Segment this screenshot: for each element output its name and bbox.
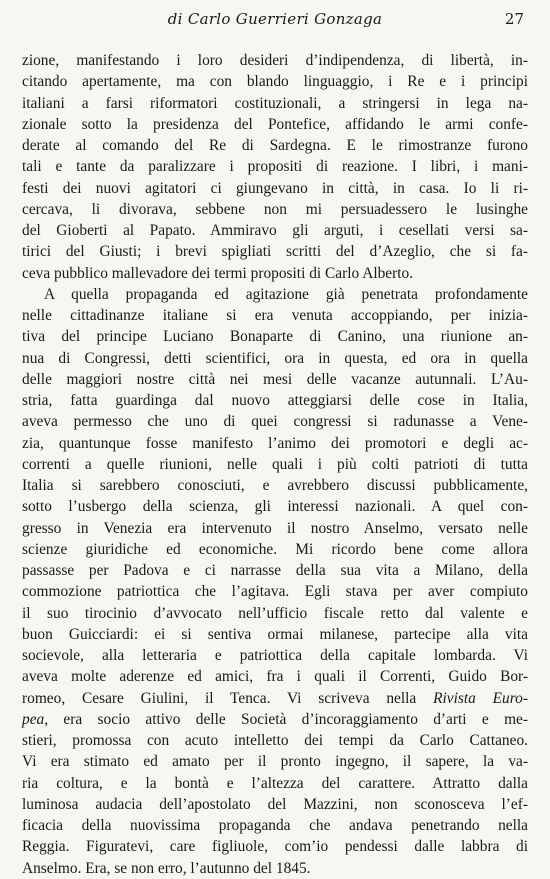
text-line: ceva pubblico mallevadore dei termi propositi di Carlo Alberto. (22, 264, 414, 282)
text-line: nelle cittadinanze italiane si era venuta accoppiando, per inizia- (22, 307, 528, 324)
text-line: passasse per Padova e ci narrasse della sua vita a Milano, della (22, 562, 528, 579)
text-line: luminosa audacia dell’apostolato del Mazzini, non sconosceva l’ef- (22, 795, 528, 813)
text-line: italiani a farsi riformatori costituzionali, a stringersi in lega na- (22, 94, 528, 112)
page-number: 27 (504, 10, 524, 28)
text-line: tirici del Giusti; i brevi spigliati scritti del d’Azeglio, che si fa- (22, 243, 528, 261)
text-line: cercava, li divorava, sebbene non mi persuadessero le lusinghe (22, 200, 528, 218)
italic-title-run: Rivista Euro- (433, 689, 528, 707)
text-line-with-italic (22, 688, 528, 709)
page-header (0, 6, 550, 34)
text-line: gresso in Venezia era intervenuto il nostro Anselmo, versato nelle (22, 519, 528, 537)
text-run: pea, era socio attivo delle Società d’incoraggiamento d’arti e me- (22, 710, 528, 728)
body-text (22, 50, 528, 879)
text-line: stria, fatta guardinga dal nuovo atteggiarsi delle cose in Italia, (22, 392, 528, 409)
text-line: sotto l’usbergo della scienza, gli interessi nazionali. A quel con- (22, 498, 528, 516)
text-line: il suo tirocinio d’avvocato nell’ufficio fiscale retto dal valente e (22, 604, 528, 622)
paragraph-start-line: A quella propaganda ed agitazione già penetrata profondamente (44, 285, 528, 303)
text-line: derate al comando del Re di Sardegna. E le rimostranze furono (22, 137, 528, 154)
text-line: Italia si sarebbero conosciuti, e avrebbero discussi pubblicamente, (22, 477, 528, 494)
text-line: socievole, alla letteraria e patriottica della capitale lombarda. Vi (22, 647, 528, 664)
running-title: di Carlo Guerrieri Gonzaga (167, 10, 383, 28)
text-line: tali e tante da paralizzare i propositi di reazione. I libri, i mani- (22, 158, 528, 176)
text-line: zionale sotto la presidenza del Pontefice, affidando le armi confe- (22, 115, 528, 133)
text-line: festi dei nuovi agitatori ci giungevano in città, in casa. Io li ri- (22, 179, 528, 197)
italic-title-run: pea (22, 710, 45, 728)
text-line: delle maggiori nostre città nei mesi delle vacanze autunnali. L’Au- (22, 370, 528, 388)
text-line: commozione patriottica che l’agitava. Egli stava per aver compiuto (22, 583, 528, 601)
text-line: zione, manifestando i loro desideri d’indipendenza, di libertà, in- (22, 52, 528, 69)
text-run: romeo, Cesare Giulini, il Tenca. Vi scriveva nella (22, 689, 417, 707)
text-line: citando apertamente, ma con blando linguaggio, i Re e i principi (22, 73, 528, 91)
text-line: del Gioberti al Papato. Ammiravo gli arguti, i cesellati versi sa- (22, 222, 528, 239)
text-line-with-italic (22, 709, 528, 730)
text-line: ficacia della nuovissima propaganda che andava penetrando nella (22, 817, 528, 834)
text-line: Reggia. Figuratevi, care figliuole, com’io pendessi dalle labbra di (22, 838, 528, 856)
text-line: nua di Congressi, detti scientifici, ora in questa, ed ora in quella (22, 349, 528, 367)
text-line: Anselmo. Era, se non erro, l’autunno del 1845. (22, 859, 311, 877)
text-line: buon Guicciardi: ei si sentiva ormai milanese, partecipe alla vita (22, 625, 528, 643)
text-line: correnti a quelle riunioni, nelle quali i più colti patrioti di tutta (22, 455, 528, 473)
text-line: aveva permesso che uno di quei congressi si radunasse a Vene- (22, 413, 528, 431)
text-line: Vi era stimato ed amato per il pronto ingegno, il sapere, la va- (22, 753, 528, 771)
text-line: aveva molte aderenze ed amici, fra i quali il Correnti, Guido Bor- (22, 668, 528, 686)
text-line: scienze giuridiche ed economiche. Mi ricordo bene come allora (22, 540, 528, 558)
text-line: zia, quantunque fosse manifesto l’animo dei promotori e degli ac- (22, 434, 528, 452)
text-line: stieri, promossa con acuto intelletto dei tempi da Carlo Cattaneo. (22, 732, 528, 749)
text-line: tiva del principe Luciano Bonaparte di Canino, una riunione an- (22, 328, 528, 346)
text-line: ria coltura, e la bontà e l’altezza del carattere. Attratto dalla (22, 774, 528, 792)
